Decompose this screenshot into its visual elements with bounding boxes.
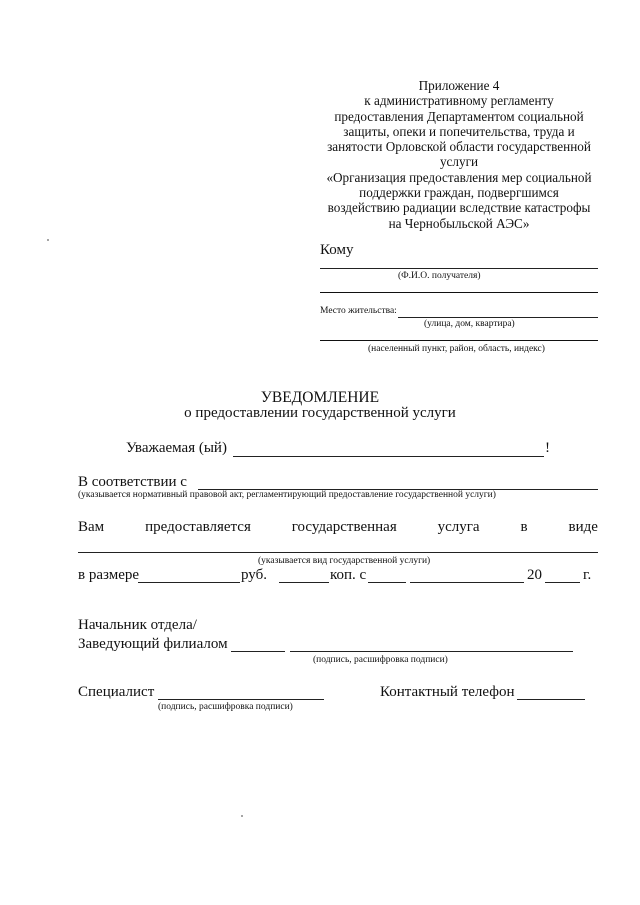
scan-speck — [47, 239, 49, 241]
year-suffix: г. — [583, 567, 592, 583]
rub-line[interactable] — [138, 582, 240, 583]
day-line[interactable] — [368, 582, 406, 583]
phone-label: Контактный телефон — [380, 684, 515, 700]
word: предоставляется — [145, 519, 251, 535]
street-line[interactable] — [398, 317, 598, 318]
appendix-line: «Организация предоставления мер социальной — [326, 169, 592, 185]
amount-label: в размере — [78, 567, 140, 583]
word: Вам — [78, 519, 105, 535]
notice-title: УВЕДОМЛЕНИЕ — [260, 389, 380, 406]
kop-line[interactable] — [279, 582, 329, 583]
notice-subtitle: о предоставлении государственной услуги — [184, 405, 456, 421]
appendix-line: на Чернобыльской АЭС» — [388, 215, 530, 231]
head-name-line[interactable] — [290, 651, 573, 652]
appendix-line: Приложение 4 — [418, 78, 500, 93]
specialist-label: Специалист — [78, 684, 155, 700]
rub-label: руб. — [241, 567, 267, 583]
appendix-line: занятости Орловской области государственной — [327, 139, 591, 155]
appendix-line: защиты, опеки и попечительства, труда и — [343, 123, 575, 139]
year-prefix: 20 — [527, 567, 542, 583]
recipient-name-line[interactable] — [320, 268, 598, 269]
word: виде — [568, 519, 598, 535]
appendix-line: к административному регламенту — [364, 93, 554, 109]
specialist-hint: (подпись, расшифровка подписи) — [158, 702, 293, 712]
service-hint: (указывается вид государственной услуги) — [258, 556, 431, 566]
locality-line[interactable] — [320, 340, 598, 341]
recipient-name-line-2[interactable] — [320, 292, 598, 293]
accordance-hint: (указывается нормативный правовой акт, регламентирующий предоставление государственной услуги) — [78, 490, 496, 500]
appendix-block — [300, 78, 618, 231]
year-line[interactable] — [545, 582, 580, 583]
phone-line[interactable] — [517, 699, 585, 700]
accordance-label: В соответствии с — [78, 474, 187, 490]
appendix-line: предоставления Департаментом социальной — [334, 108, 584, 124]
service-provided-line — [78, 519, 598, 536]
word: государственная — [291, 519, 397, 535]
greeting-label: Уважаемая (ый) — [126, 440, 227, 456]
greeting-exclamation: ! — [545, 440, 550, 456]
specialist-signature-line[interactable] — [158, 699, 324, 700]
street-hint: (улица, дом, квартира) — [424, 319, 515, 329]
service-type-line[interactable] — [78, 552, 598, 553]
head-title-line1: Начальник отдела/ — [78, 617, 197, 633]
head-signature-hint: (подпись, расшифровка подписи) — [313, 655, 448, 665]
month-line[interactable] — [410, 582, 524, 583]
word: услуга — [437, 519, 480, 535]
residence-label: Место жительства: — [320, 306, 397, 316]
appendix-line: поддержки граждан, подвергшимся — [359, 185, 559, 201]
kop-label: коп. с — [330, 567, 367, 583]
appendix-line: воздействию радиации вследствие катастрофы — [327, 200, 591, 216]
head-title-line2: Заведующий филиалом — [78, 636, 228, 652]
greeting-name-line[interactable] — [233, 456, 544, 457]
locality-hint: (населенный пункт, район, область, индекс) — [368, 344, 545, 354]
fio-hint: (Ф.И.О. получателя) — [398, 271, 481, 281]
word: в — [520, 519, 528, 535]
head-signature-line[interactable] — [231, 651, 285, 652]
appendix-line: услуги — [439, 154, 479, 170]
scan-speck — [241, 815, 243, 817]
to-label: Кому — [320, 242, 354, 258]
